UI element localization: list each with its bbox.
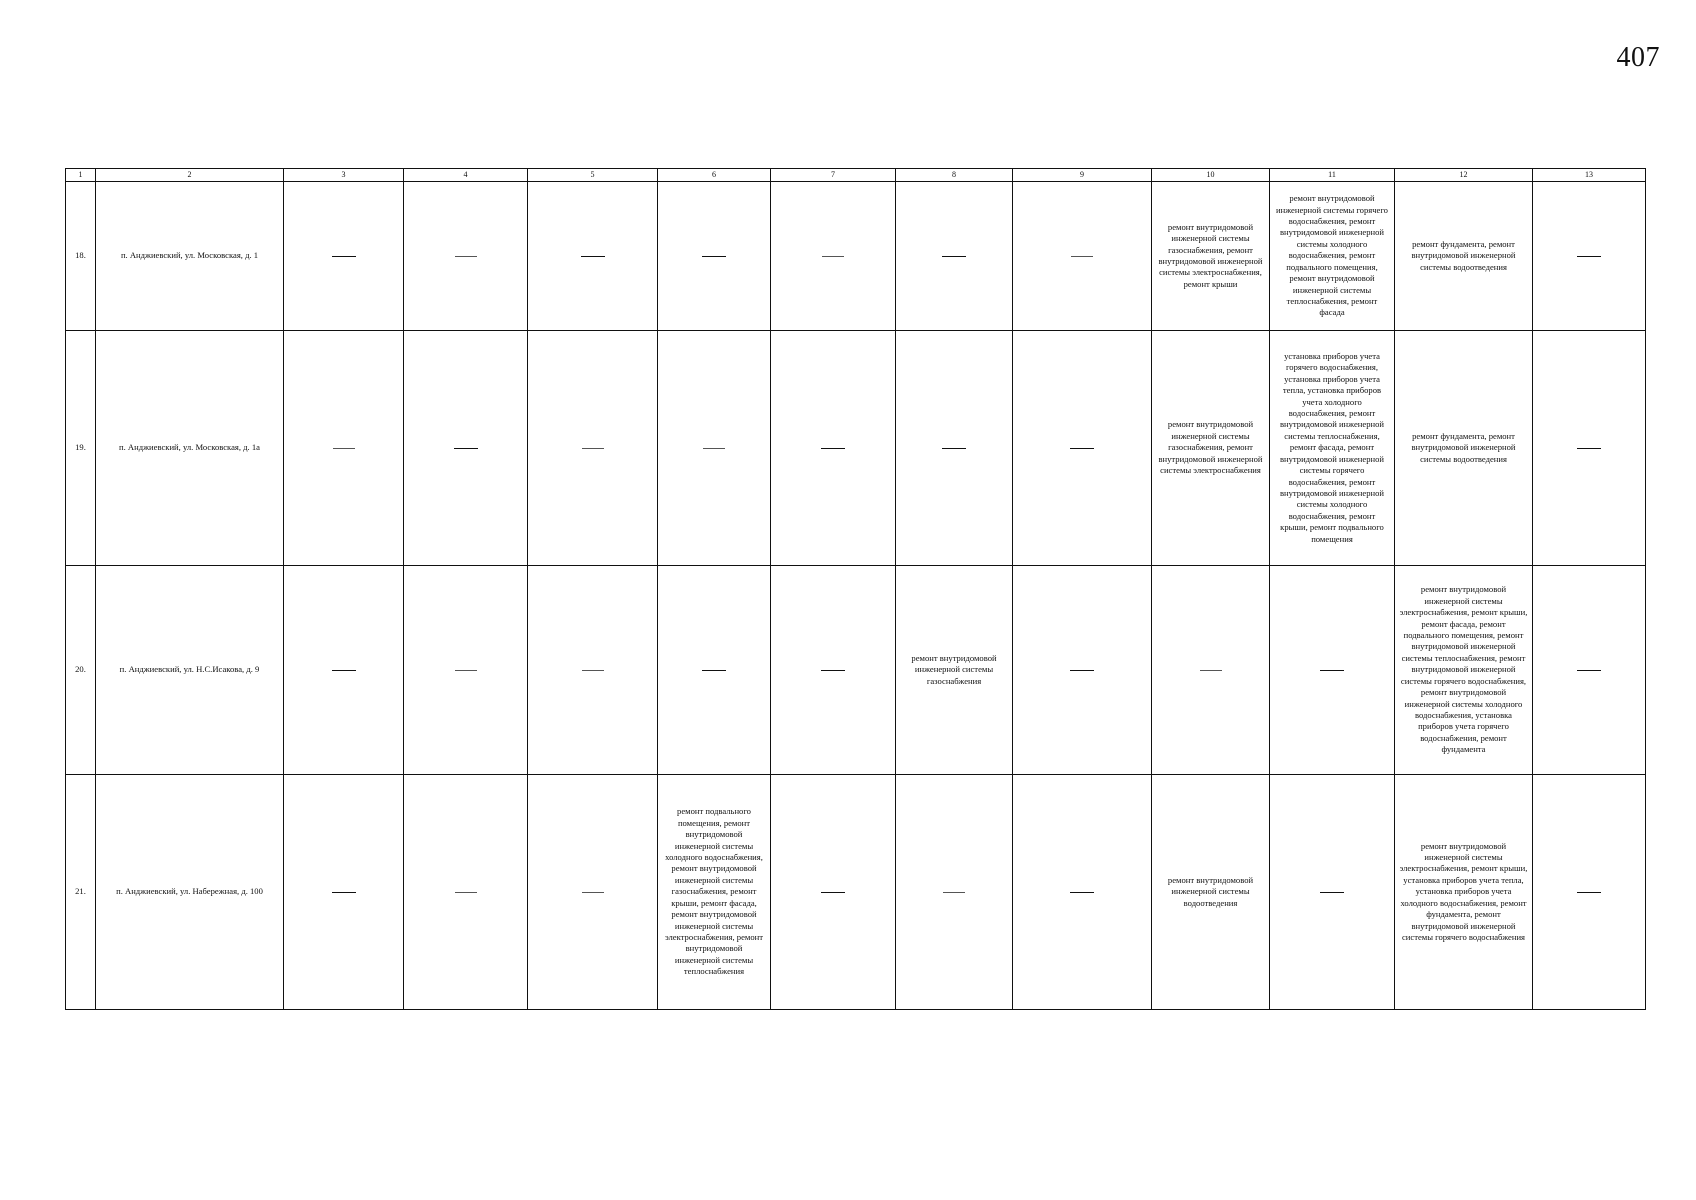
empty-cell	[404, 182, 528, 331]
empty-cell	[284, 331, 404, 566]
empty-cell	[896, 182, 1013, 331]
dash-mark	[455, 892, 477, 893]
address-cell: п. Анджиевский, ул. Н.С.Исакова, д. 9	[96, 566, 284, 775]
work-cell: ремонт внутридомовой инженерной системы газоснабжения, ремонт внутридомовой инженерной системы электроснабжения, ремонт крыши	[1152, 182, 1270, 331]
column-header: 11	[1270, 169, 1395, 182]
column-header: 5	[528, 169, 658, 182]
column-header: 1	[66, 169, 96, 182]
column-header: 12	[1395, 169, 1533, 182]
dash-mark	[332, 670, 356, 671]
empty-cell	[1533, 182, 1646, 331]
work-cell: ремонт внутридомовой инженерной системы электроснабжения, ремонт крыши, ремонт фасада, ремонт подвального помещения, ремонт внутридомовой инженерной системы теплоснабжения, ремонт внутридомовой инженерной системы горячего водоснабжения, ремонт внутридомовой инженерной системы холодного водоснабжения, установка приборов учета горячего водоснабжения, ремонт фундамента	[1395, 566, 1533, 775]
column-header: 13	[1533, 169, 1646, 182]
empty-cell	[528, 566, 658, 775]
address-cell: п. Анджиевский, ул. Набережная, д. 100	[96, 775, 284, 1010]
address-cell: п. Анджиевский, ул. Московская, д. 1	[96, 182, 284, 331]
row-number: 21.	[66, 775, 96, 1010]
dash-mark	[1070, 670, 1094, 671]
empty-cell	[771, 182, 896, 331]
empty-cell	[1533, 331, 1646, 566]
empty-cell	[404, 331, 528, 566]
empty-cell	[1270, 566, 1395, 775]
dash-mark	[1577, 256, 1601, 257]
row-number: 18.	[66, 182, 96, 331]
empty-cell	[1013, 182, 1152, 331]
table-row	[66, 182, 1646, 331]
dash-mark	[1577, 892, 1601, 893]
dash-mark	[702, 670, 726, 671]
empty-cell	[284, 566, 404, 775]
empty-cell	[404, 775, 528, 1010]
work-cell: ремонт внутридомовой инженерной системы газоснабжения	[896, 566, 1013, 775]
dash-mark	[821, 892, 845, 893]
column-header: 10	[1152, 169, 1270, 182]
column-header: 9	[1013, 169, 1152, 182]
dash-mark	[581, 256, 605, 257]
column-header: 7	[771, 169, 896, 182]
dash-mark	[333, 448, 355, 449]
empty-cell	[771, 331, 896, 566]
column-number-row	[66, 169, 1646, 182]
work-cell: ремонт подвального помещения, ремонт внутридомовой инженерной системы холодного водоснабжения, ремонт внутридомовой инженерной системы газоснабжения, ремонт крыши, ремонт фасада, ремонт внутридомовой инженерной системы электроснабжения, ремонт внутридомовой инженерной системы теплоснабжения	[658, 775, 771, 1010]
work-cell: ремонт внутридомовой инженерной системы горячего водоснабжения, ремонт внутридомовой инженерной системы холодного водоснабжения, ремонт подвального помещения, ремонт внутридомовой инженерной системы теплоснабжения, ремонт фасада	[1270, 182, 1395, 331]
empty-cell	[771, 566, 896, 775]
empty-cell	[528, 182, 658, 331]
dash-mark	[1320, 892, 1344, 893]
work-cell: ремонт внутридомовой инженерной системы водоотведения	[1152, 775, 1270, 1010]
work-cell: ремонт внутридомовой инженерной системы газоснабжения, ремонт внутридомовой инженерной системы электроснабжения	[1152, 331, 1270, 566]
empty-cell	[528, 775, 658, 1010]
dash-mark	[332, 256, 356, 257]
empty-cell	[528, 331, 658, 566]
dash-mark	[455, 670, 477, 671]
empty-cell	[1533, 775, 1646, 1010]
address-cell: п. Анджиевский, ул. Московская, д. 1а	[96, 331, 284, 566]
work-cell: ремонт внутридомовой инженерной системы электроснабжения, ремонт крыши, установка приборов учета тепла, установка приборов учета холодного водоснабжения, ремонт фундамента, ремонт внутридомовой инженерной системы горячего водоснабжения	[1395, 775, 1533, 1010]
empty-cell	[1152, 566, 1270, 775]
dash-mark	[942, 256, 966, 257]
dash-mark	[943, 892, 965, 893]
dash-mark	[1070, 448, 1094, 449]
dash-mark	[1200, 670, 1222, 671]
column-header: 4	[404, 169, 528, 182]
empty-cell	[658, 566, 771, 775]
dash-mark	[702, 256, 726, 257]
column-header: 8	[896, 169, 1013, 182]
table-row	[66, 775, 1646, 1010]
dash-mark	[822, 256, 844, 257]
empty-cell	[1270, 775, 1395, 1010]
empty-cell	[284, 182, 404, 331]
dash-mark	[1577, 448, 1601, 449]
column-header: 2	[96, 169, 284, 182]
empty-cell	[658, 182, 771, 331]
dash-mark	[1577, 670, 1601, 671]
work-cell: ремонт фундамента, ремонт внутридомовой инженерной системы водоотведения	[1395, 182, 1533, 331]
column-header: 6	[658, 169, 771, 182]
empty-cell	[771, 775, 896, 1010]
empty-cell	[896, 775, 1013, 1010]
page-number: 407	[1616, 42, 1660, 73]
work-cell: ремонт фундамента, ремонт внутридомовой инженерной системы водоотведения	[1395, 331, 1533, 566]
table-row	[66, 566, 1646, 775]
empty-cell	[658, 331, 771, 566]
dash-mark	[455, 256, 477, 257]
empty-cell	[284, 775, 404, 1010]
dash-mark	[582, 448, 604, 449]
dash-mark	[1320, 670, 1344, 671]
table-row	[66, 331, 1646, 566]
empty-cell	[896, 331, 1013, 566]
dash-mark	[582, 892, 604, 893]
dash-mark	[1071, 256, 1093, 257]
empty-cell	[1013, 566, 1152, 775]
dash-mark	[821, 670, 845, 671]
dash-mark	[582, 670, 604, 671]
empty-cell	[1013, 331, 1152, 566]
column-header: 3	[284, 169, 404, 182]
repair-schedule-table	[65, 168, 1646, 1010]
empty-cell	[404, 566, 528, 775]
dash-mark	[703, 448, 725, 449]
dash-mark	[1070, 892, 1094, 893]
row-number: 19.	[66, 331, 96, 566]
dash-mark	[821, 448, 845, 449]
dash-mark	[332, 892, 356, 893]
row-number: 20.	[66, 566, 96, 775]
dash-mark	[942, 448, 966, 449]
work-cell: установка приборов учета горячего водоснабжения, установка приборов учета тепла, установка приборов учета холодного водоснабжения, ремонт внутридомовой инженерной системы теплоснабжения, ремонт фасада, ремонт внутридомовой инженерной системы горячего водоснабжения, ремонт внутридомовой инженерной системы холодного водоснабжения, ремонт крыши, ремонт подвального помещения	[1270, 331, 1395, 566]
empty-cell	[1533, 566, 1646, 775]
dash-mark	[454, 448, 478, 449]
empty-cell	[1013, 775, 1152, 1010]
